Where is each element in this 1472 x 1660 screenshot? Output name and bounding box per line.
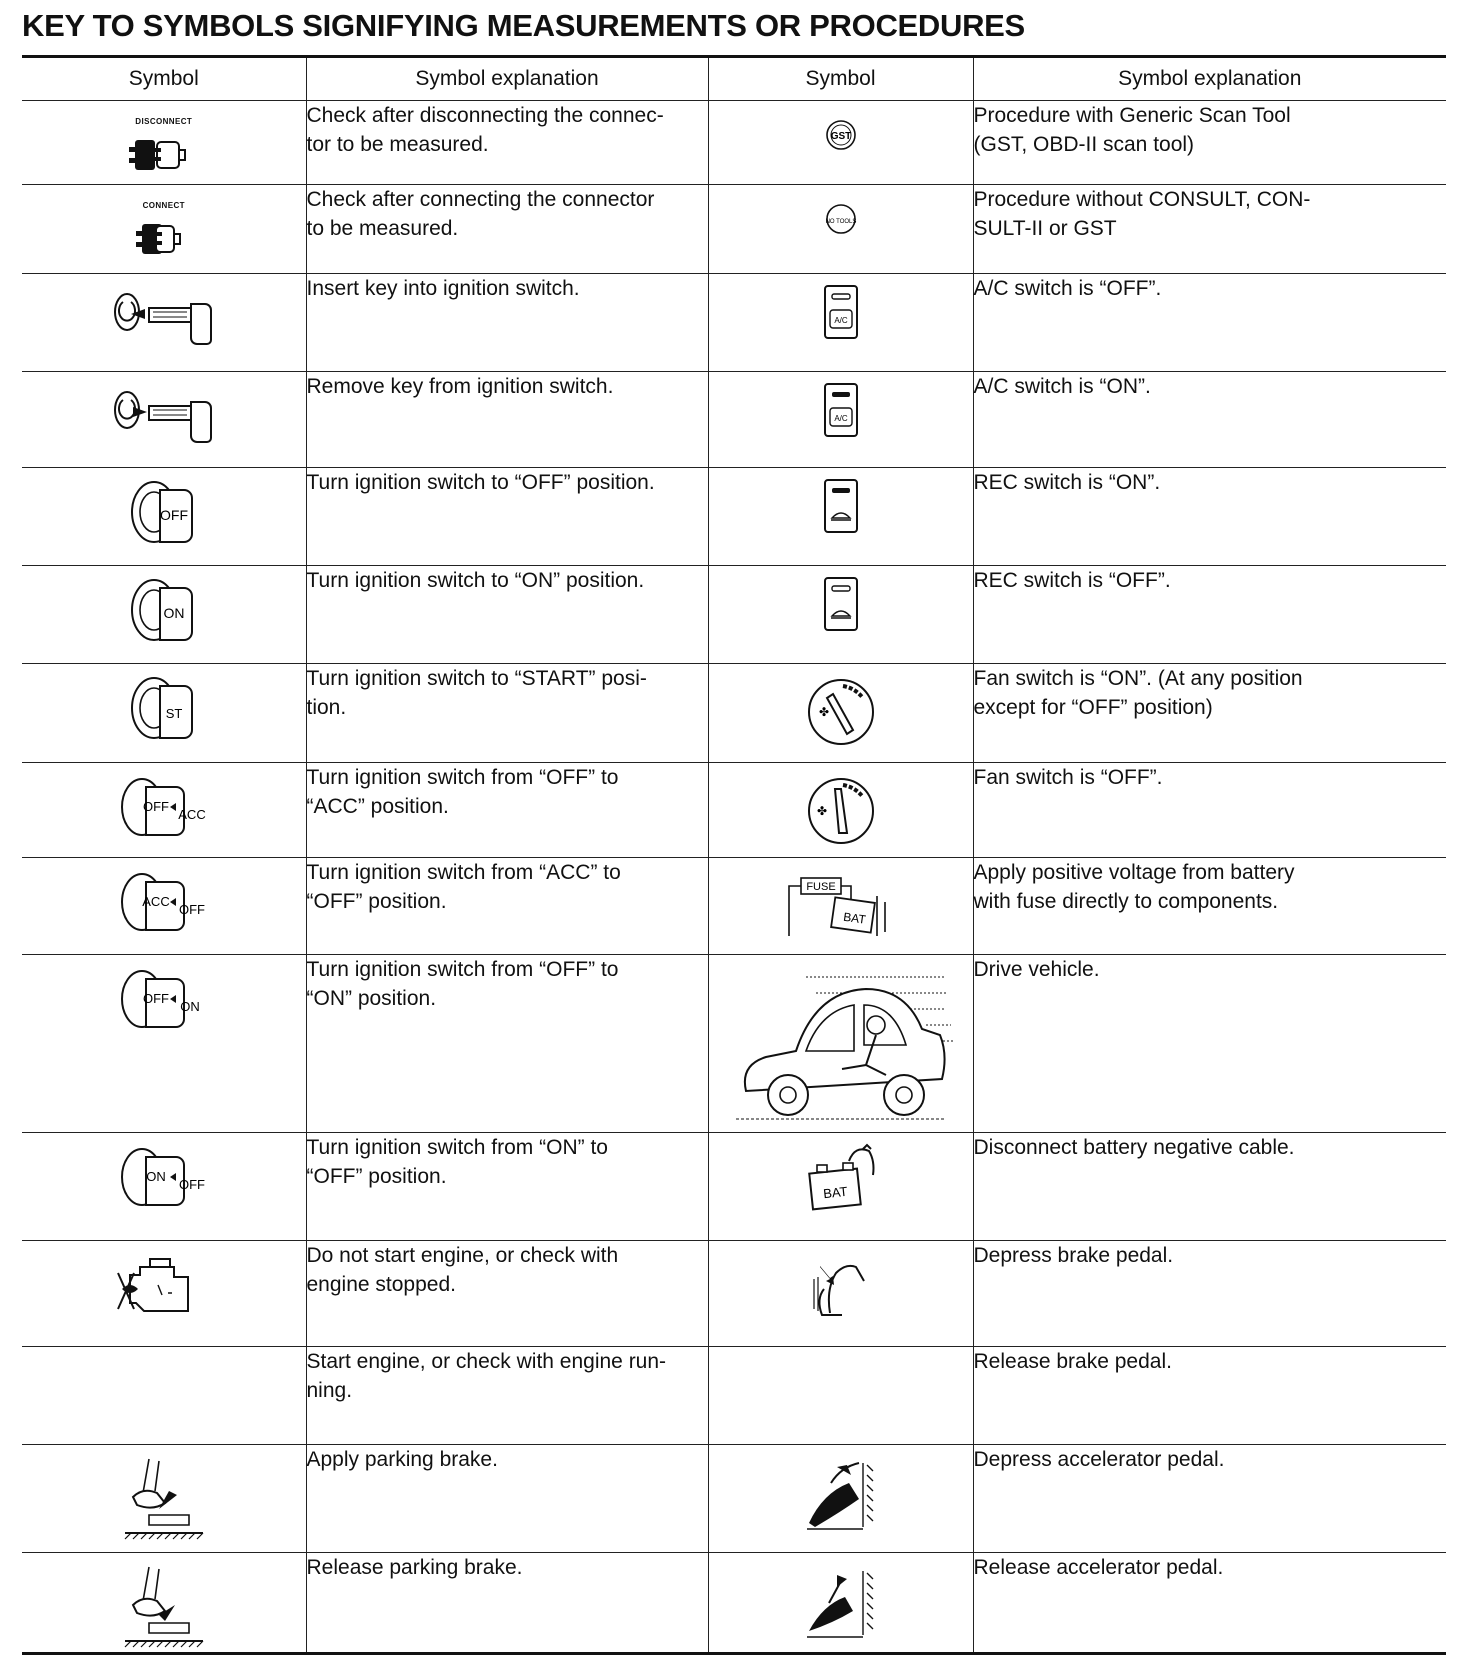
drive-vehicle-symbol [708, 955, 973, 1133]
depress-accelerator-symbol [708, 1445, 973, 1553]
rec-on-symbol [708, 468, 973, 566]
table-row [22, 955, 1446, 1133]
release-parking-brake-symbol [22, 1553, 306, 1653]
explanation-right: Drive vehicle. [973, 955, 1446, 1133]
on-caption: ON [163, 605, 185, 621]
disconnect-caption: DISCONNECT [135, 117, 193, 126]
fuse-battery-symbol [708, 858, 973, 955]
table-row [22, 1553, 1446, 1653]
explanation-left: Turn ignition switch from “ACC” to “OFF” position. [306, 858, 708, 955]
no-tools-caption: NO TOOLS [825, 219, 856, 225]
disconnect-connector-icon [129, 134, 199, 178]
gst-caption: GST [830, 131, 851, 142]
explanation-right: Depress accelerator pedal. [973, 1445, 1446, 1553]
header-symbol-right: Symbol [708, 58, 973, 101]
connect-caption: CONNECT [142, 201, 185, 210]
acc-off-caption-b: OFF [178, 902, 205, 917]
fan-glyph-icon: ✤ [816, 804, 827, 818]
gst-icon [821, 115, 861, 155]
explanation-right: Release accelerator pedal. [973, 1553, 1446, 1653]
ignition-on-to-off-symbol [22, 1133, 306, 1241]
remove-key-symbol [22, 372, 306, 468]
disconnect-connector-symbol [22, 101, 306, 185]
explanation-left: Insert key into ignition switch. [306, 274, 708, 372]
apply-parking-brake-icon [119, 1453, 209, 1543]
table-row [22, 1347, 1446, 1445]
ignition-on-symbol [22, 566, 306, 664]
no-tools-icon [821, 199, 861, 239]
rec-switch-on-icon [821, 476, 861, 536]
fan-switch-on-icon [803, 672, 879, 748]
off-acc-caption-b: ACC [178, 807, 206, 822]
bottom-rule [22, 1652, 1446, 1655]
drive-vehicle-icon [726, 963, 956, 1123]
ignition-off-to-on-symbol [22, 955, 306, 1133]
fan-glyph-icon: ✤ [818, 705, 829, 719]
explanation-right: Fan switch is “OFF”. [973, 763, 1446, 858]
table-row [22, 566, 1446, 664]
fan-on-symbol [708, 664, 973, 763]
table-row [22, 1133, 1446, 1241]
depress-accelerator-icon [801, 1453, 881, 1533]
engine-running-symbol [22, 1347, 306, 1445]
table-row [22, 468, 1446, 566]
acc-off-caption-a: ACC [142, 894, 170, 909]
explanation-left: Turn ignition switch from “ON” to “OFF” position. [306, 1133, 708, 1241]
ignition-off-to-on-icon [116, 963, 212, 1039]
explanation-right: A/C switch is “ON”. [973, 372, 1446, 468]
explanation-left: Check after disconnecting the connec- tor to be measured. [306, 101, 708, 185]
explanation-left: Check after connecting the connector to be measured. [306, 185, 708, 274]
gst-symbol [708, 101, 973, 185]
table-row [22, 274, 1446, 372]
ignition-switch-on-icon [124, 574, 204, 650]
header-explanation-right: Symbol explanation [973, 58, 1446, 101]
table-row [22, 664, 1446, 763]
remove-key-icon [109, 380, 219, 450]
fuse-caption: FUSE [805, 881, 836, 893]
explanation-left: Apply parking brake. [306, 1445, 708, 1553]
off-on-caption-a: OFF [142, 991, 169, 1006]
release-parking-brake-icon [119, 1561, 209, 1651]
table-row [22, 101, 1446, 185]
engine-stopped-icon [114, 1249, 214, 1325]
insert-key-symbol [22, 274, 306, 372]
symbols-table [22, 58, 1446, 1653]
ignition-on-to-off-icon [116, 1141, 212, 1217]
bat-caption: BAT [841, 909, 867, 927]
explanation-right: Fan switch is “ON”. (At any position except for “OFF” position) [973, 664, 1446, 763]
ignition-switch-off-icon [124, 476, 204, 552]
fan-off-symbol [708, 763, 973, 858]
off-caption: OFF [159, 507, 188, 523]
explanation-left: Turn ignition switch from “OFF” to “ON” position. [306, 955, 708, 1133]
ignition-off-to-acc-symbol [22, 763, 306, 858]
table-row [22, 372, 1446, 468]
page-title: KEY TO SYMBOLS SIGNIFYING MEASUREMENTS OR PROCEDURES [22, 8, 1025, 43]
connect-connector-icon [134, 218, 194, 262]
table-row [22, 763, 1446, 858]
ignition-off-symbol [22, 468, 306, 566]
explanation-right: REC switch is “OFF”. [973, 566, 1446, 664]
table-row [22, 1241, 1446, 1347]
on-off-caption-a: ON [146, 1169, 166, 1184]
explanation-left: Turn ignition switch to “OFF” position. [306, 468, 708, 566]
ac-off-caption: A/C [833, 316, 848, 325]
explanation-left: Release parking brake. [306, 1553, 708, 1653]
header-explanation-left: Symbol explanation [306, 58, 708, 101]
explanation-left: Turn ignition switch to “ON” position. [306, 566, 708, 664]
insert-key-icon [109, 282, 219, 352]
explanation-left: Do not start engine, or check with engine stopped. [306, 1241, 708, 1347]
ac-switch-on-icon [821, 380, 861, 440]
rec-off-symbol [708, 566, 973, 664]
ignition-acc-to-off-icon [116, 866, 212, 942]
explanation-right: A/C switch is “OFF”. [973, 274, 1446, 372]
engine-stopped-symbol [22, 1241, 306, 1347]
explanation-right: Procedure without CONSULT, CON- SULT-II or GST [973, 185, 1446, 274]
header-row [22, 58, 1446, 101]
battery-disconnect-icon [801, 1141, 881, 1217]
rec-switch-off-icon [821, 574, 861, 634]
explanation-right: Release brake pedal. [973, 1347, 1446, 1445]
battery-negative-symbol [708, 1133, 973, 1241]
table-row [22, 185, 1446, 274]
ac-on-symbol [708, 372, 973, 468]
off-acc-caption-a: OFF [142, 799, 169, 814]
table-row [22, 1445, 1446, 1553]
fuse-battery-icon [781, 866, 901, 942]
explanation-left: Turn ignition switch from “OFF” to “ACC” position. [306, 763, 708, 858]
release-brake-symbol [708, 1347, 973, 1445]
table-row [22, 858, 1446, 955]
release-accelerator-symbol [708, 1553, 973, 1653]
off-on-caption-b: ON [180, 999, 200, 1014]
apply-parking-brake-symbol [22, 1445, 306, 1553]
explanation-left: Start engine, or check with engine run- ning. [306, 1347, 708, 1445]
explanation-left: Turn ignition switch to “START” posi- tion. [306, 664, 708, 763]
depress-brake-icon [806, 1249, 876, 1325]
explanation-right: REC switch is “ON”. [973, 468, 1446, 566]
ac-off-symbol [708, 274, 973, 372]
no-tools-symbol [708, 185, 973, 274]
explanation-left: Remove key from ignition switch. [306, 372, 708, 468]
ignition-switch-start-icon [124, 672, 204, 748]
ac-switch-off-icon [821, 282, 861, 342]
explanation-right: Procedure with Generic Scan Tool (GST, OBD-II scan tool) [973, 101, 1446, 185]
depress-brake-symbol [708, 1241, 973, 1347]
explanation-right: Apply positive voltage from battery with fuse directly to components. [973, 858, 1446, 955]
ignition-start-symbol [22, 664, 306, 763]
ac-on-caption: A/C [833, 414, 848, 423]
explanation-right: Depress brake pedal. [973, 1241, 1446, 1347]
bat-negative-caption: BAT [821, 1183, 848, 1202]
fan-switch-off-icon [803, 771, 879, 847]
st-caption: ST [165, 706, 183, 721]
header-symbol-left: Symbol [22, 58, 306, 101]
connect-connector-symbol [22, 185, 306, 274]
on-off-caption-b: OFF [178, 1177, 205, 1192]
release-accelerator-icon [801, 1561, 881, 1641]
ignition-off-to-acc-icon [116, 771, 212, 847]
ignition-acc-to-off-symbol [22, 858, 306, 955]
explanation-right: Disconnect battery negative cable. [973, 1133, 1446, 1241]
